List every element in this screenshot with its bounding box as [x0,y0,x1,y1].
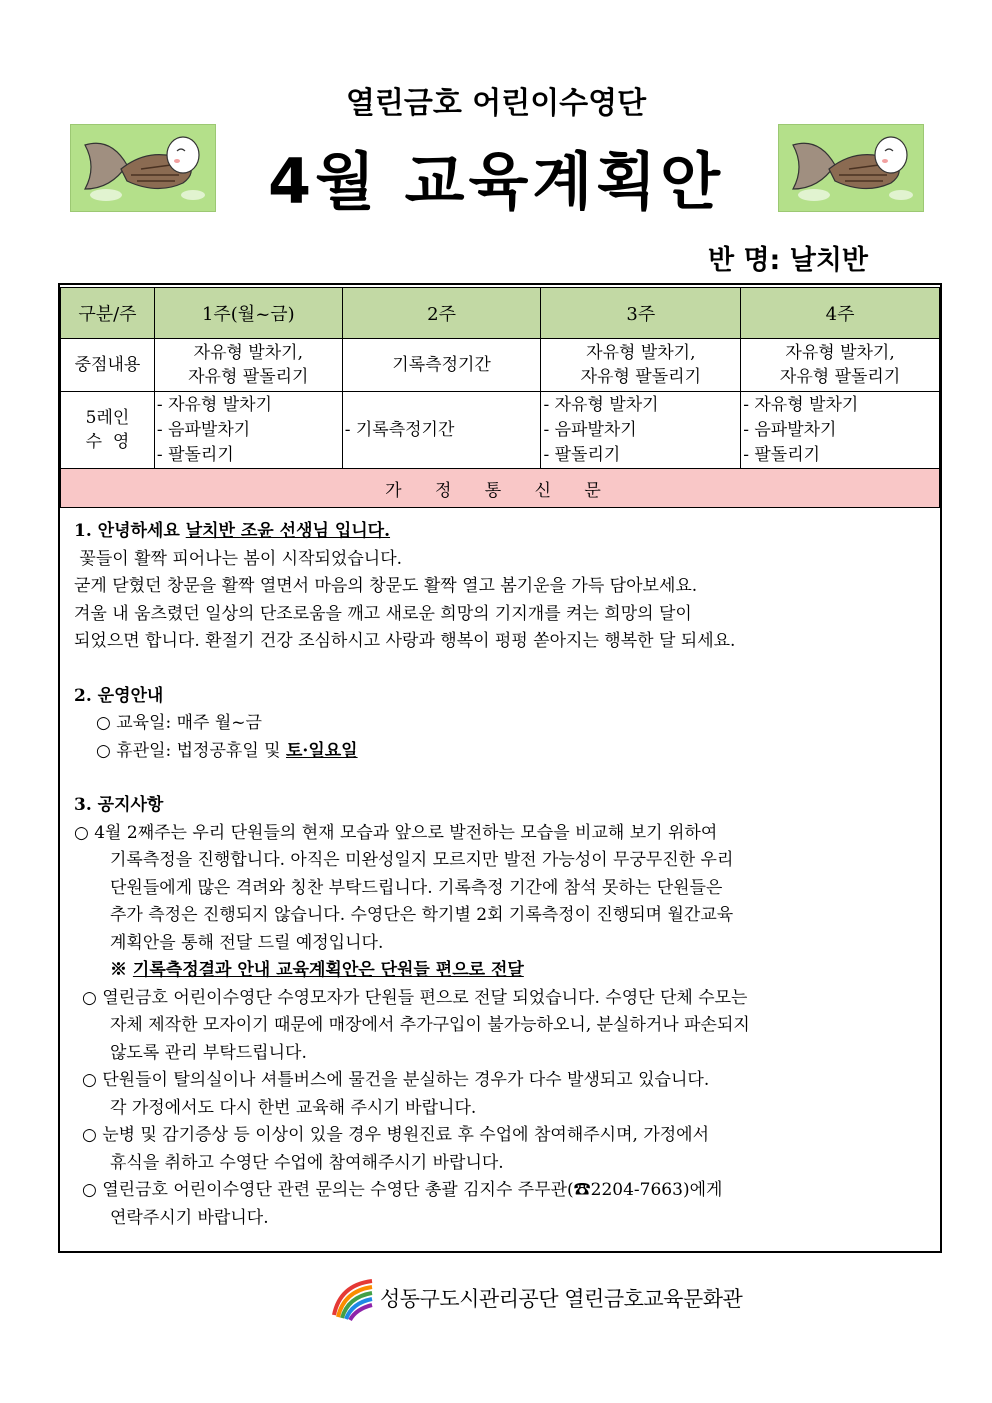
lane-week-2 [342,392,541,469]
header-week-2: 2주 [342,288,541,339]
notice-4-line: ○ 눈병 및 감기증상 등 이상이 있을 경우 병원진료 후 수업에 참여해주시며, 가정에서 [82,1125,710,1145]
lane-item: - 팔돌리기 [743,444,821,465]
education-days: ○ 교육일: 매주 월~금 [96,713,262,733]
header-week-3: 3주 [541,288,741,339]
family-letter [74,518,934,1232]
lane-week-3 [541,392,741,469]
lane-label [61,392,155,469]
note-text: 기록측정결과 안내 교육계획안은 단원들 편으로 전달 [132,960,524,980]
notice-title-row [61,469,940,508]
notice-5-line: 연락주시기 바랍니다. [110,1207,269,1228]
section-2-heading: 2. 운영안내 [74,685,164,706]
focus-line: 기록측정기간 [392,355,491,375]
focus-line: 자유형 팔돌리기 [188,367,309,387]
document-title: 4월 교육계획안 [267,145,725,218]
lane-item: - 자유형 발차기 [156,394,273,415]
focus-week-1 [154,339,342,392]
header-week-4: 4주 [741,288,940,339]
greeting-line: 꽃들이 활짝 피어나는 봄이 시작되었습니다. [74,548,403,569]
focus-line: 자유형 발차기, [586,343,696,363]
notice-1-line: 추가 측정은 진행되지 않습니다. 수영단은 학기별 2회 기록측정이 진행되며 월간교육 [110,905,734,925]
focus-label: 중점내용 [61,339,155,392]
notice-2-line: 자체 제작한 모자이기 때문에 매장에서 추가구입이 불가능하오니, 분실하거나 파손되지 [110,1015,750,1035]
notice-3-line: ○ 단원들이 탈의실이나 셔틀버스에 물건을 분실하는 경우가 다수 발생되고 있습니다. [82,1070,710,1090]
focus-line: 자유형 팔돌리기 [580,367,701,387]
notice-1-line: 계획안을 통해 전달 드릴 예정입니다. [110,932,384,953]
header-category: 구분/주 [61,288,155,339]
footer [330,1273,742,1323]
greeting-line: 굳게 닫혔던 창문을 활짝 열면서 마음의 창문도 활짝 열고 봄기운을 가득 담아보세요. [74,576,698,596]
lane-item: - 자유형 발차기 [743,394,859,415]
lane-label-line: 수 영 [85,432,130,452]
notice-4-line: 휴식을 취하고 수영단 수업에 참여해주시기 바랍니다. [110,1152,504,1173]
section-3-heading: 3. 공지사항 [74,795,164,815]
lane-week-4 [741,392,940,469]
notice-1-line: 단원들에게 많은 격려와 칭찬 부탁드립니다. 기록측정 기간에 참석 못하는 단원들은 [110,877,723,898]
organization-name: 성동구도시관리공단 열린금호교육문화관 [380,1287,743,1311]
notice-2-line: 않도록 관리 부탁드립니다. [110,1042,307,1063]
focus-row [61,339,940,392]
closed-days-text: ○ 휴관일: 법정공휴일 및 [96,740,286,761]
notice-1-note [74,957,934,985]
focus-week-4 [741,339,940,392]
education-plan-table [60,287,940,508]
notice-3-line: 각 가정에서도 다시 한번 교육해 주시기 바랍니다. [110,1097,477,1118]
lane-week-1 [154,392,342,469]
lane-item: - 팔돌리기 [156,444,234,465]
lane-row [61,392,940,469]
focus-week-3 [541,339,741,392]
rainbow-logo-icon [330,1275,376,1321]
lane-item: - 음파발차기 [543,419,637,440]
notice-1-line: 기록측정을 진행합니다. 아직은 미완성일지 모르지만 발전 가능성이 무궁무진한 우리 [110,850,734,870]
focus-line: 자유형 발차기, [193,343,303,363]
notice-2-line: ○ 열린금호 어린이수영단 수영모자가 단원들 편으로 전달 되었습니다. 수영단 단체 수모는 [82,987,748,1008]
closed-weekend: 토·일요일 [285,740,358,761]
class-name-label: 반 명: 날치반 [707,245,868,276]
lane-item: - 기록측정기간 [344,419,455,440]
greeting-line: 되었으면 합니다. 환절기 건강 조심하시고 사랑과 행복이 펑펑 쏟아지는 행복한 달 되세요. [74,631,736,651]
greeting-line: 겨울 내 움츠렸던 일상의 단조로움을 깨고 새로운 희망의 기지개를 켜는 희망의 달이 [74,603,692,624]
header-week-1: 1주(월~금) [154,288,342,339]
lane-item: - 음파발차기 [156,419,251,440]
note-mark: ※ [110,960,133,980]
focus-line: 자유형 팔돌리기 [779,367,901,387]
lane-item: - 자유형 발차기 [543,394,659,415]
lane-label-line: 5레인 [85,408,130,428]
teacher-name: 날치반 조윤 선생님 입니다. [185,521,391,541]
section-1-heading [74,518,934,546]
document-subtitle: 열린금호 어린이수영단 [345,86,647,121]
table-header-row [61,288,940,339]
closed-days [74,738,934,766]
notice-1-line: ○ 4월 2째주는 우리 단원들의 현재 모습과 앞으로 발전하는 모습을 비교해 보기 위하여 [74,822,718,843]
notice-5-line: ○ 열린금호 어린이수영단 관련 문의는 수영단 총괄 김지수 주무관(☎2204-7663)에게 [82,1180,723,1200]
section-1-heading-text: 1. 안녕하세요 [74,521,186,541]
notice-title: 가 정 통 신 문 [61,469,940,508]
focus-week-2 [342,339,541,392]
lane-item: - 팔돌리기 [543,444,621,465]
focus-line: 자유형 발차기, [785,343,895,363]
lane-item: - 음파발차기 [743,419,837,440]
